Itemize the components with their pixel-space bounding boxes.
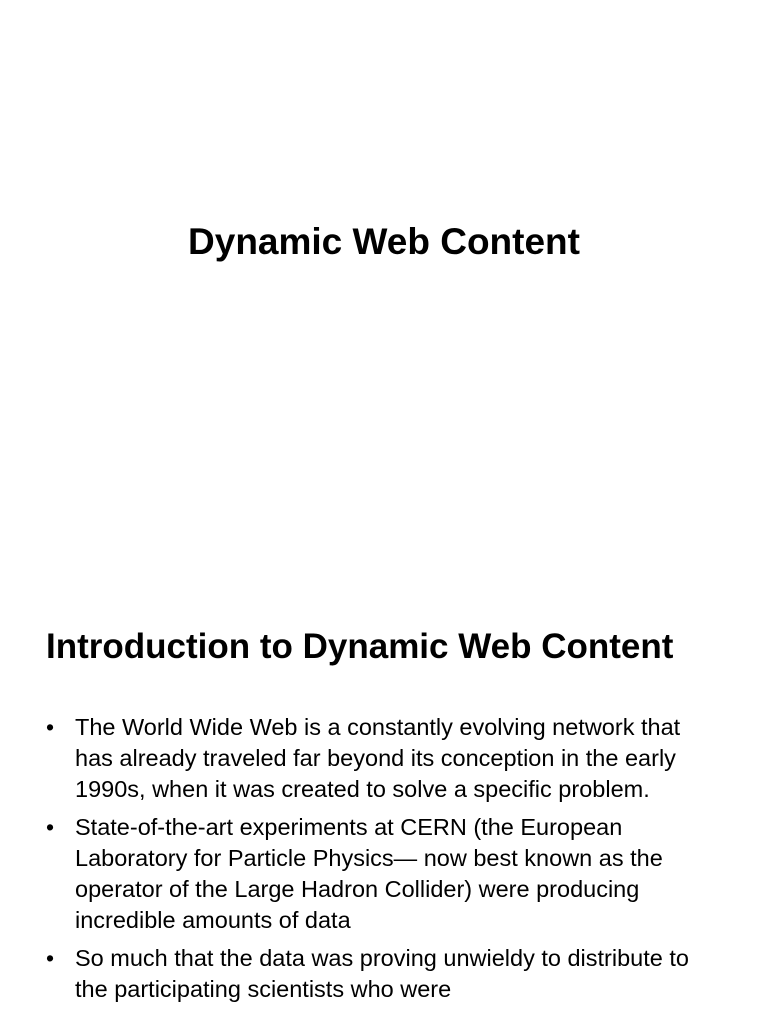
content-slide	[0, 576, 768, 1024]
bullet-list	[46, 712, 746, 1012]
bullet-text: The World Wide Web is a constantly evolving network that has already traveled far beyond its conception in the early 1990s, when it was created to solve a specific problem.	[75, 714, 681, 802]
list-item	[46, 812, 746, 936]
bullet-text: State-of-the-art experiments at CERN (the European Laboratory for Particle Physics— now best known as the operator of the Large Hadron Collider) were producing incredible amounts of data	[75, 814, 663, 933]
section-heading: Introduction to Dynamic Web Content	[46, 627, 674, 666]
bullet-text: So much that the data was proving unwieldy to distribute to the participating scientists who were	[75, 945, 689, 1002]
bullet-dot-icon: •	[46, 945, 55, 971]
slide-title: Dynamic Web Content	[188, 221, 580, 262]
bullet-dot-icon: •	[46, 814, 55, 840]
list-item	[46, 712, 746, 805]
list-item	[46, 943, 746, 1005]
bullet-dot-icon: •	[46, 714, 55, 740]
